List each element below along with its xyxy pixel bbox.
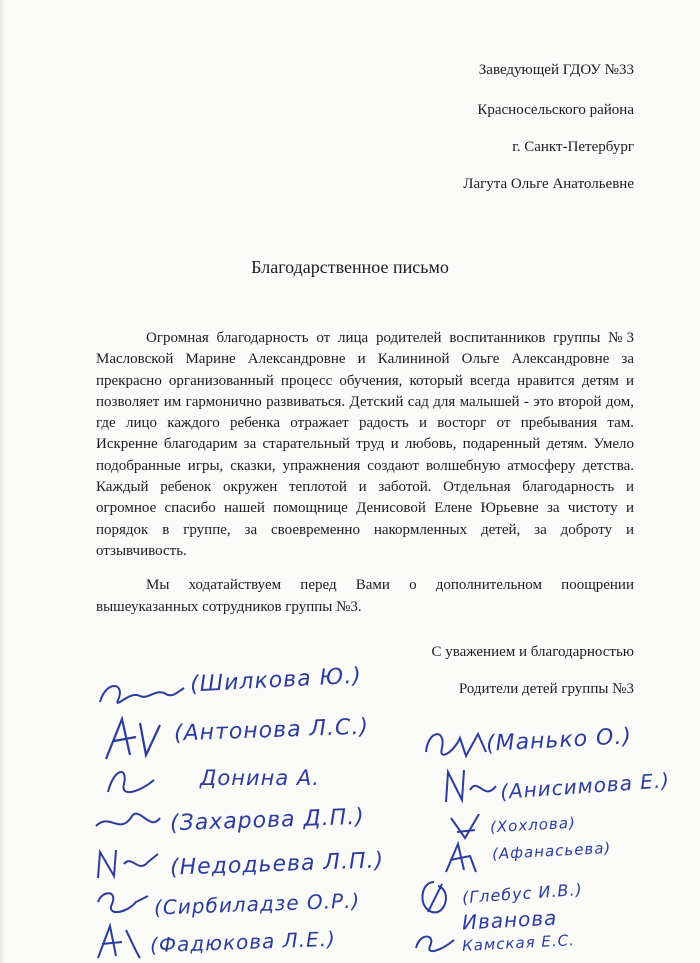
letter-body <box>96 328 634 618</box>
closing-line-2: Родители детей группы №3 <box>458 681 634 697</box>
signature-4: (Захарова Д.П.) <box>169 804 366 837</box>
signature-12: (Глебус И.В.) <box>461 879 584 908</box>
signature-scribble-icon <box>440 838 480 878</box>
signature-8: (Манько О.) <box>485 724 633 757</box>
signature-10: (Хохлова) <box>489 813 577 837</box>
signature-13: Иванова <box>461 905 558 935</box>
body-paragraph-2: Мы ходатайствуем перед Вами о дополнительном поощрении вышеуказанных сотрудников группы №3. <box>96 577 634 615</box>
signature-scribble-icon <box>92 922 142 962</box>
body-paragraph-1: Огромная благодарность от лица родителей воспитанников группы №3 Масловской Марине Александровне и Калининой Ольге Александровне за прекрасно организованный процесс обучения, который всегда нравится детям и позволяет им гармонично развиваться. Детский сад для малышей - это второй дом, где лицо каждого ребенка отражает радость и восторг от пребывания там. Искренне благодарим за старательный труд и любовь, подаренный детям. Умело подобранные игры, сказки, упражнения создают волшебную атмосферу детства. Каждый ребенок окружен теплотой и заботой. Отдельная благодарность и огромное спасибо нашей помощнице Денисовой Елене Юрьевне за чистоту и порядок в группе, за своевременно накормленных детей, за доброту и отзывчивость. <box>96 330 634 559</box>
addressee-line-2: Красносельского района <box>477 102 634 118</box>
signature-3: Донина А. <box>200 766 320 790</box>
signature-scribble-icon <box>420 722 490 766</box>
signature-scribble-icon <box>92 844 162 884</box>
closing-line-1: С уважением и благодарностью <box>431 644 634 660</box>
signature-2: (Антонова Л.С.) <box>173 714 370 747</box>
signature-6: (Сирбиладзе О.Р.) <box>153 888 361 920</box>
signature-scribble-icon <box>410 928 460 958</box>
signature-11: (Афанасьева) <box>491 838 612 864</box>
signature-1: (Шилкова Ю.) <box>189 663 363 698</box>
signature-14: Камская Е.С. <box>461 931 576 955</box>
signature-scribble-icon <box>100 762 160 802</box>
signature-scribble-icon <box>440 766 500 806</box>
signature-9: (Анисимова Е.) <box>499 768 671 804</box>
signature-scribble-icon <box>92 884 152 924</box>
signature-scribble-icon <box>92 802 162 842</box>
addressee-line-1: Заведующей ГДОУ №33 <box>478 62 634 78</box>
page-edge-shadow <box>0 0 6 963</box>
signature-5: (Недодьева Л.П.) <box>169 848 385 881</box>
addressee-line-4: Лагута Ольге Анатольевне <box>463 176 634 192</box>
signature-scribble-icon <box>100 715 170 763</box>
signature-7: (Фадюкова Л.Е.) <box>149 926 337 958</box>
signature-scribble-icon <box>414 878 454 918</box>
letter-title: Благодарственное письмо <box>251 257 449 277</box>
signature-scribble-icon <box>96 676 186 716</box>
addressee-line-3: г. Санкт-Петербург <box>512 139 634 155</box>
